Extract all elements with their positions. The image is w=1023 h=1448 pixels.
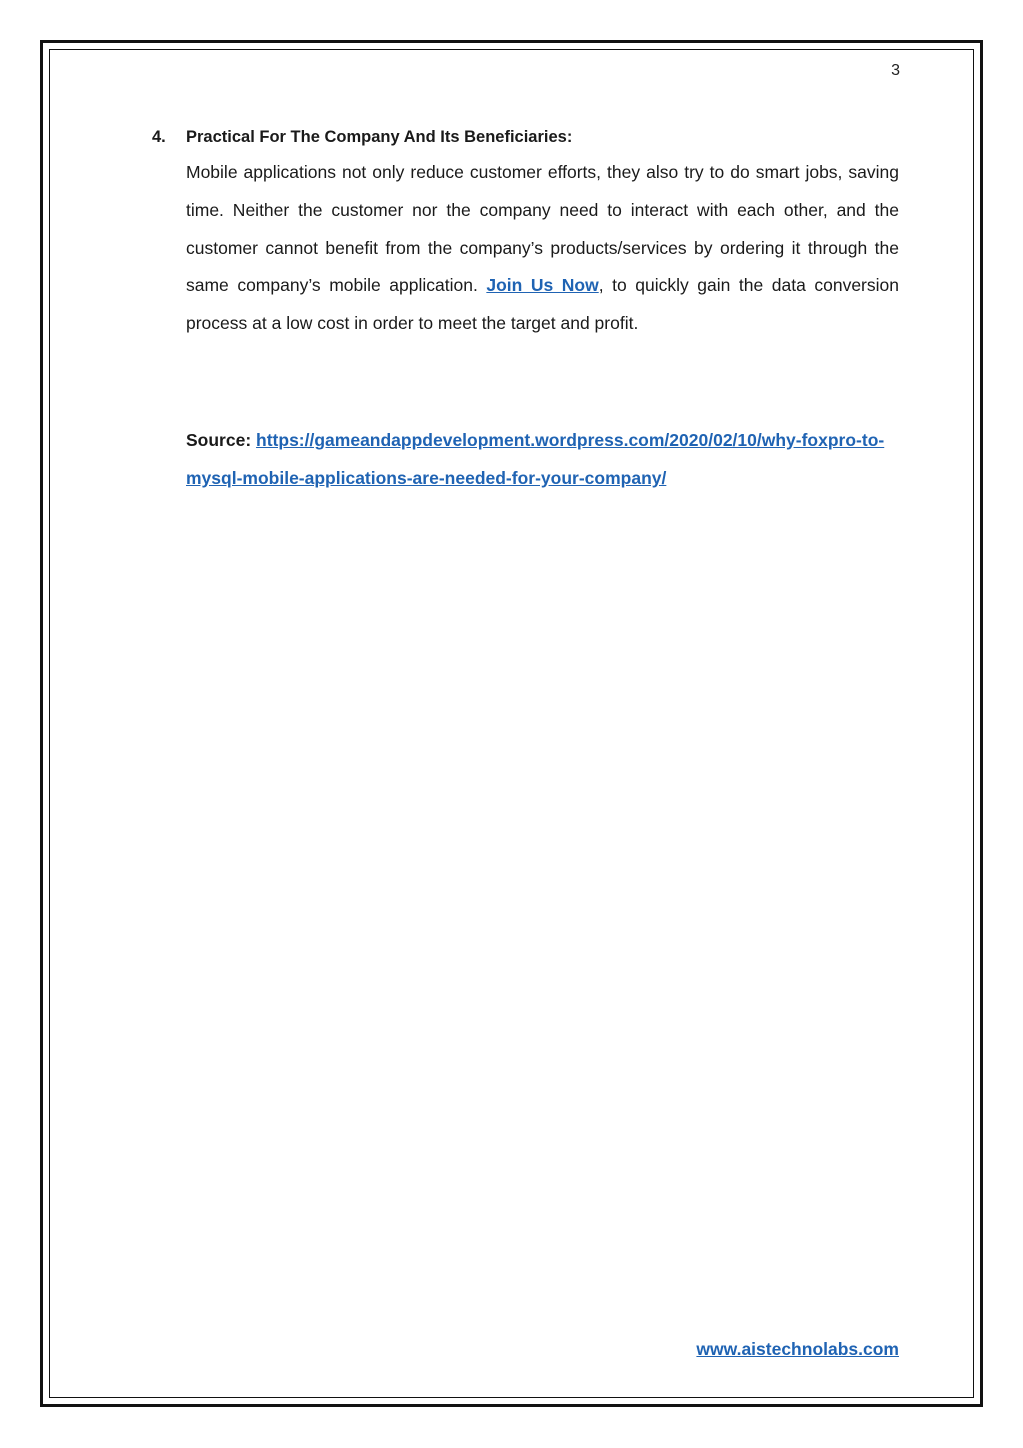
section-paragraph (186, 154, 899, 343)
page-number: 3 (891, 62, 900, 79)
section-number: 4. (152, 128, 166, 146)
section-practical-for-company (152, 124, 912, 343)
section-heading-text: Practical For The Company And Its Beneficiaries: (186, 128, 573, 146)
paragraph-text-before-link: Mobile applications not only reduce customer efforts, they also try to do smart jobs, saving time. Neither the customer nor the company need to interact with each other, and the customer cannot benefit from the company’s products/services by ordering it through the same company’s mobile application. (186, 162, 899, 296)
footer (696, 1336, 899, 1362)
source-label: Source: (186, 430, 252, 450)
source-url-link[interactable]: https://gameandappdevelopment.wordpress.com/2020/02/10/why-foxpro-to-mysql-mobile-applications-are-needed-for-your-company/ (186, 430, 885, 488)
paragraph-text-after-link: , to quickly gain the data conversion process at a low cost in order to meet the target and profit. (186, 275, 899, 334)
footer-website-link[interactable]: www.aistechnolabs.com (696, 1339, 899, 1359)
section-heading (152, 124, 912, 150)
source-line (186, 422, 899, 498)
join-us-now-link[interactable]: Join Us Now (486, 275, 599, 296)
